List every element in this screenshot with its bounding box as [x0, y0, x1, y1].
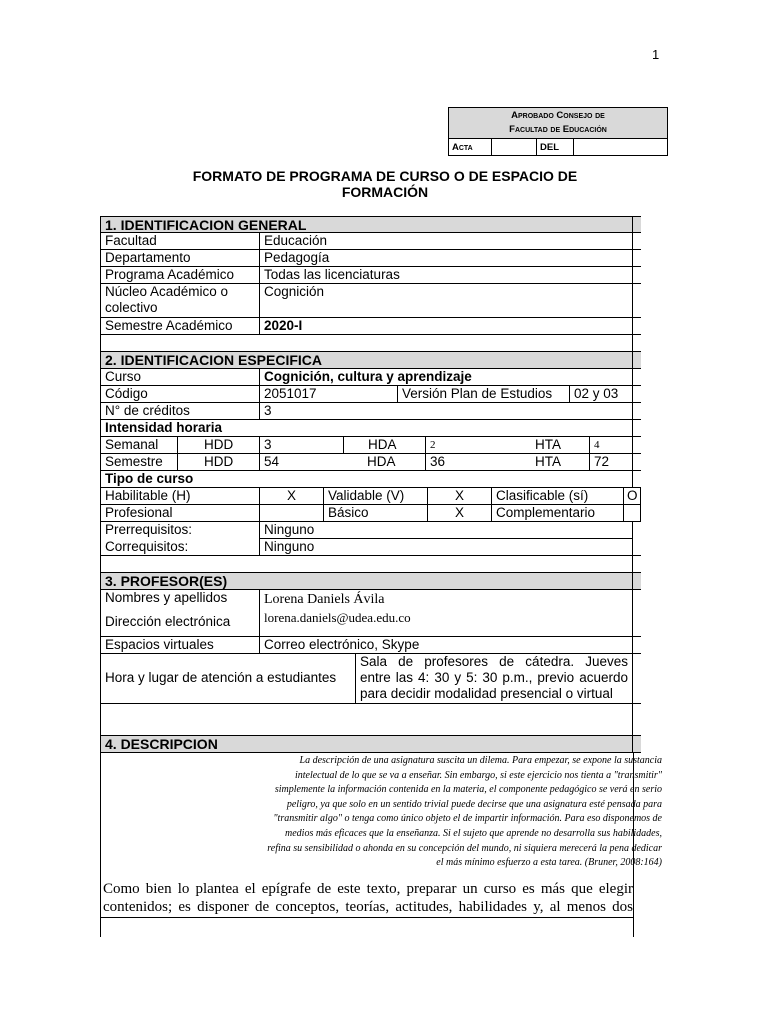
row-espacios	[101, 636, 641, 654]
row-departamento	[101, 250, 641, 267]
row-correquisitos	[101, 539, 641, 556]
hora-label: Hora y lugar de atención a estudiantes	[105, 670, 337, 685]
section-1-title: 1. IDENTIFICACION GENERAL	[101, 217, 633, 232]
nucleo-label	[101, 284, 259, 317]
quote-line: refina su sensibilidad o ahonda en su concepción del mundo, ni siquiera merecerá la pena dedicar	[267, 842, 662, 854]
semestre-horas-label: Semestre	[105, 454, 163, 469]
spacer-3	[101, 704, 641, 736]
codigo-label: Código	[105, 386, 148, 401]
semanal-hdd-value: 3	[259, 437, 343, 453]
correquisitos-value: Ninguno	[259, 539, 633, 555]
section-1-heading	[101, 216, 641, 233]
intensidad-heading: Intensidad horaria	[101, 420, 633, 436]
body-line: Como bien lo plantea el epígrafe de este texto, preparar un curso es más que elegir	[103, 881, 633, 897]
complementario-label: Complementario	[491, 505, 623, 521]
espacios-label: Espacios virtuales	[105, 637, 214, 652]
creditos-value: 3	[259, 403, 633, 419]
epigraph-quote	[200, 754, 662, 871]
section-4-heading	[101, 736, 641, 753]
semestre-hta-label: HTA	[535, 454, 561, 469]
nucleo-label-line-2: colectivo	[105, 300, 158, 315]
semanal-hda-value: 2	[425, 437, 505, 453]
prerrequisitos-label: Prerrequisitos:	[105, 522, 193, 537]
nombres-label: Nombres y apellidos	[105, 590, 228, 605]
section-3-heading	[101, 573, 641, 590]
curso-label: Curso	[105, 369, 142, 384]
row-codigo	[101, 386, 641, 403]
departamento-label: Departamento	[105, 250, 191, 265]
habilitable-label: Habilitable (H)	[105, 488, 191, 503]
version-label: Versión Plan de Estudios	[397, 386, 569, 402]
quote-line: medios más eficaces que la enseñanza. Si el sujeto que aprende no desarrolla sus habilidades,	[285, 827, 662, 839]
del-label: DEL	[537, 139, 574, 156]
row-curso	[101, 369, 641, 386]
validable-label: Validable (V)	[323, 488, 427, 504]
quote-line: el más mínimo esfuerzo a esta tarea. (Bruner, 2008:164)	[436, 857, 662, 869]
row-nombres-direccion	[101, 590, 641, 636]
hora-line-3: para decidir modalidad presencial o virtual	[360, 686, 613, 701]
nucleo-value: Cognición	[259, 284, 633, 317]
semestre-academico-label: Semestre Académico	[105, 318, 233, 333]
row-nucleo	[101, 284, 641, 318]
basico-label: Básico	[323, 505, 427, 521]
profesional-label: Profesional	[105, 505, 173, 520]
row-habilitable	[101, 488, 641, 505]
title-line-1: FORMATO DE PROGRAMA DE CURSO O DE ESPACIO DE	[192, 168, 578, 184]
form-bottom-border	[100, 917, 633, 918]
clasificable-label: Clasificable (sí)	[491, 488, 623, 504]
row-intensidad-heading	[101, 420, 641, 437]
document-title	[150, 168, 620, 200]
version-value: 02 y 03	[569, 386, 633, 402]
acta-label: Acta	[449, 139, 492, 156]
creditos-label: N° de créditos	[105, 403, 190, 418]
row-creditos	[101, 403, 641, 420]
row-hora-atencion	[101, 654, 641, 704]
complementario-mark	[623, 505, 641, 521]
row-prerrequisitos	[101, 522, 641, 539]
quote-line: simplemente la información contenida en la materia, el componente pedagógico se verá en serio	[274, 784, 662, 796]
body-line: contenidos; es disponer de conceptos, teorías, actitudes, habilidades y, al menos dos	[103, 899, 633, 915]
quote-line: "transmitir algo" o tenga como único objeto el de impartir información. Para eso disponemos de	[273, 813, 662, 825]
title-line-2: FORMACIÓN	[341, 184, 429, 200]
hora-line-1: Sala de profesores de cátedra. Jueves	[360, 654, 628, 669]
spacer-2	[101, 556, 641, 573]
semanal-hdd-label: HDD	[177, 437, 259, 453]
approval-box	[448, 107, 668, 156]
facultad-label: Facultad	[105, 233, 157, 248]
row-programa	[101, 267, 641, 284]
profesional-mark	[259, 505, 323, 521]
approval-line-2: Facultad de Educación	[509, 124, 607, 135]
row-semanal	[101, 437, 641, 454]
hora-value	[355, 654, 633, 703]
page-number: 1	[652, 47, 660, 62]
semestre-hdd-value: 54	[259, 454, 343, 470]
quote-line: peligro, ya que solo en un sentido trivial puede decirse que una asignatura esté pensada para	[286, 798, 662, 810]
curso-value: Cognición, cultura y aprendizaje	[259, 369, 633, 385]
row-semestre-horas	[101, 454, 641, 471]
quote-line: intelectual de lo que se va a enseñar. Sin embargo, si este ejercicio nos tienta a "transmitir"	[294, 769, 662, 781]
section-2-title: 2. IDENTIFICACION ESPECIFICA	[101, 352, 633, 368]
validable-mark: X	[427, 488, 491, 504]
semestre-hda-label: HDA	[367, 454, 396, 469]
spacer-1	[101, 335, 641, 352]
direccion-label: Dirección electrónica	[105, 614, 231, 629]
nombres-direccion-labels	[101, 590, 259, 636]
clasificable-mark: O	[623, 488, 641, 504]
semanal-hta-label: HTA	[535, 437, 561, 452]
description-body-text	[103, 880, 633, 916]
row-profesional	[101, 505, 641, 522]
codigo-value: 2051017	[259, 386, 397, 402]
section-3-title: 3. PROFESOR(ES)	[101, 573, 633, 589]
spacer-1-cell	[101, 335, 633, 351]
programa-value: Todas las licenciaturas	[259, 267, 633, 283]
row-tipo-heading	[101, 471, 641, 488]
departamento-value: Pedagogía	[259, 250, 633, 266]
spacer-3-cell	[101, 704, 633, 735]
hora-line-2: entre las 4: 30 y 5: 30 p.m., previo acuerdo	[360, 670, 628, 685]
row-semestre-academico	[101, 318, 641, 335]
semestre-hda-value: 36	[425, 454, 505, 470]
correquisitos-label: Correquisitos:	[105, 539, 189, 554]
facultad-value: Educación	[259, 233, 633, 249]
basico-mark: X	[427, 505, 491, 521]
acta-value	[492, 139, 537, 156]
programa-label: Programa Académico	[105, 267, 235, 282]
approval-header	[449, 108, 668, 139]
nucleo-label-line-1: Núcleo Académico o	[105, 284, 229, 299]
espacios-value: Correo electrónico, Skype	[259, 637, 633, 653]
semestre-academico-value: 2020-I	[259, 318, 633, 334]
approval-line-1: Aprobado Consejo de	[511, 110, 605, 121]
habilitable-mark: X	[259, 488, 323, 504]
semestre-hdd-label: HDD	[177, 454, 259, 470]
nombres-direccion-values	[259, 590, 633, 636]
spacer-2-cell	[101, 556, 633, 572]
section-2-heading	[101, 352, 641, 369]
semestre-hta-value: 72	[589, 454, 633, 470]
tipo-heading: Tipo de curso	[101, 471, 633, 487]
semanal-hda-label: HDA	[343, 437, 425, 453]
direccion-value: lorena.daniels@udea.edu.co	[264, 610, 411, 625]
section-4-title: 4. DESCRIPCION	[101, 736, 633, 752]
quote-line: La descripción de una asignatura suscita un dilema. Para empezar, se expone la sustancia	[299, 755, 662, 766]
nombres-value: Lorena Daniels Ávila	[264, 592, 385, 607]
semanal-label: Semanal	[105, 437, 159, 452]
del-value	[574, 139, 668, 156]
semanal-hta-value: 4	[589, 437, 633, 453]
row-facultad	[101, 233, 641, 250]
prerrequisitos-value: Ninguno	[259, 522, 633, 539]
